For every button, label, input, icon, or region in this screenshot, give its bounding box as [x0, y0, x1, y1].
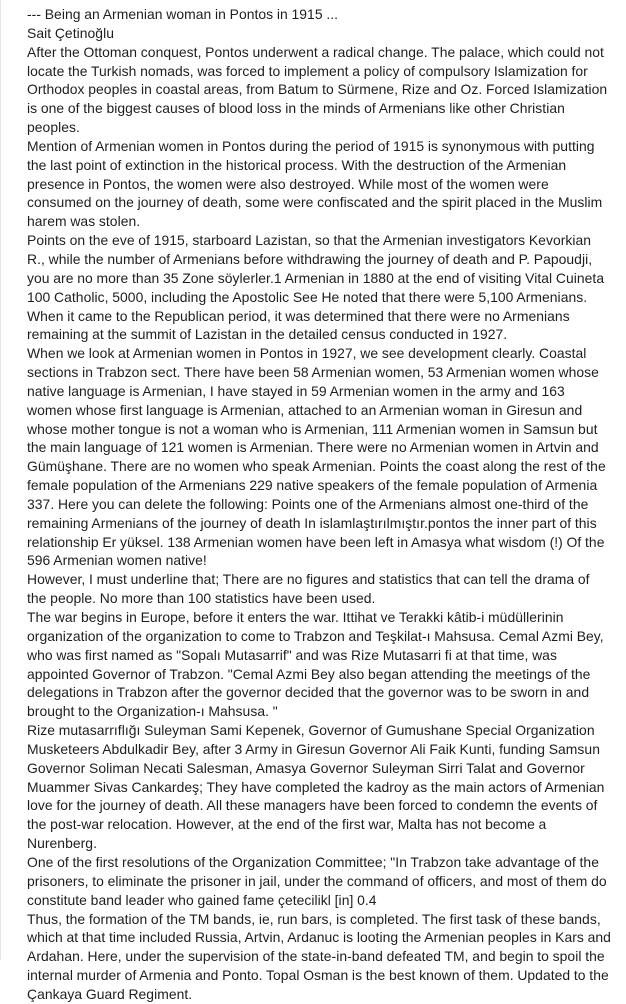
paragraph-war-begins: The war begins in Europe, before it enters the war. Ittihat ve Terakki kâtib-i müdüllerinin organization of the organization to come to Trabzon and Teşkilat-ı Mahsusa. Cemal Azmi Bey, who was first named as "Sopalı Mutasarrif" and was Rize Mutasarri fi at that time, was appointed Governor of Trabzon. "Cemal Azmi Bey also began attending the meetings of the delegations in Trabzon after the governor decided that the governor was to be sworn in and brought to the Organization-ı Mahsusa. " — [27, 609, 604, 720]
paragraph-tm-bands: Thus, the formation of the TM bands, ie, run bars, is completed. The first task of these bands, which at that time included Russia, Artvin, Ardanuc is looting the Armenian peoples in Kars and Ardahan. Here, under the supervision of the state-in-band defeated TM, and begin to spoil the internal murder of Armenia and Ponto. Topal Osman is the best known of them. Updated to the Çankaya Guard Regiment. — [27, 910, 611, 1002]
paragraph-lazistan-1915: Points on the eve of 1915, starboard Lazistan, so that the Armenian investigators Kevorkian R., while the number of Armenians before withdrawing the journey of death and P. Papoudji, you are no more than 35 Zone söylerler.1 Armenian in 1880 at the end of visiting Vital Cuineta 100 Catholic, 5000, including the Apostolic See He noted that there were 5,100 Armenians. — [27, 232, 605, 305]
post-body — [27, 5, 612, 1004]
paragraph-1915-extinction: Mention of Armenian women in Pontos during the period of 1915 is synonymous with putting the last point of extinction in the historical process. With the destruction of the Armenian presence in Pontos, the women were also destroyed. While most of the women were consumed on the journey of death, some were confiscated and the spirit placed in the Muslim harem was stolen. — [27, 137, 603, 230]
post-title: --- Being an Armenian woman in Pontos in 1915 ... — [27, 6, 339, 22]
post-author: Sait Çetinoğlu — [27, 24, 114, 41]
paragraph-governors: Rize mutasarrıflığı Suleyman Sami Kepenek, Governor of Gumushane Special Organization Musketeers Abdulkadir Bey, after 3 Army in Giresun Governor Ali Faik Kunti, funding Samsun Governor Soliman Necati Salesman, Amasya Governor Suleyman Sirri Talat and Governor Muammer Sivas Cankardeş; They have completed the kadroy as the main actors of Armenian love for the journey of death. All these managers have been forced to condemn the events of the post-war relocation. However, at the end of the first war, Malta has not become a Nurenberg. — [27, 722, 605, 852]
paragraph-no-figures: However, I must underline that; There are no figures and statistics that can tell the drama of the people. No more than 100 statistics have been used. — [27, 571, 590, 607]
paragraph-ottoman-conquest: After the Ottoman conquest, Pontos underwent a radical change. The palace, which could not locate the Turkish nomads, was forced to implement a policy of compulsory Islamization for Orthodox peoples in coastal areas, from Batum to Sürmene, Rize and Oz. Forced Islamization is one of the biggest causes of blood loss in the minds of Armenians like other Christian peoples. — [27, 43, 608, 136]
paragraph-republican-census: When it came to the Republican period, it was determined that there were no Armenians remaining at the summit of Lazistan in the detailed census conducted in 1927. — [27, 307, 570, 343]
paragraph-1927-statistics: When we look at Armenian women in Pontos in 1927, we see development clearly. Coastal sections in Trabzon sect. There have been 58 Armenian women, 53 Armenian women whose native language is Armenian, I have stayed in 59 Armenian women in the army and 163 women whose first language is Armenian, attached to an Armenian woman in Giresun and whose mother tongue is not a woman who is Armenian, 111 Armenian women in Samsun but the main language of 121 women is Armenian. There were no Armenian women in Artvin and Gümüşhane. There are no women who speak Armenian. Points the coast along the rest of the female population of the Armenians 229 native speakers of the female population of Armenia 337. Here you can delete the following: Points one of the Armenians almost one-third of the remaining Armenians of the journey of death In islamlaştırılmıştır.pontos the inner part of this relationship Er yüksel. 138 Armenian women have been left in Amasya what wisdom (!) Of the 596 Armenian women native! — [27, 345, 606, 569]
paragraph-committee-resolution: One of the first resolutions of the Organization Committee; "In Trabzon take advantage of the prisoners, to eliminate the prisoner in jail, under the command of officers, and most of them do constitute band leader who gained fame çetecilikl [in] 0.4 — [27, 853, 607, 908]
